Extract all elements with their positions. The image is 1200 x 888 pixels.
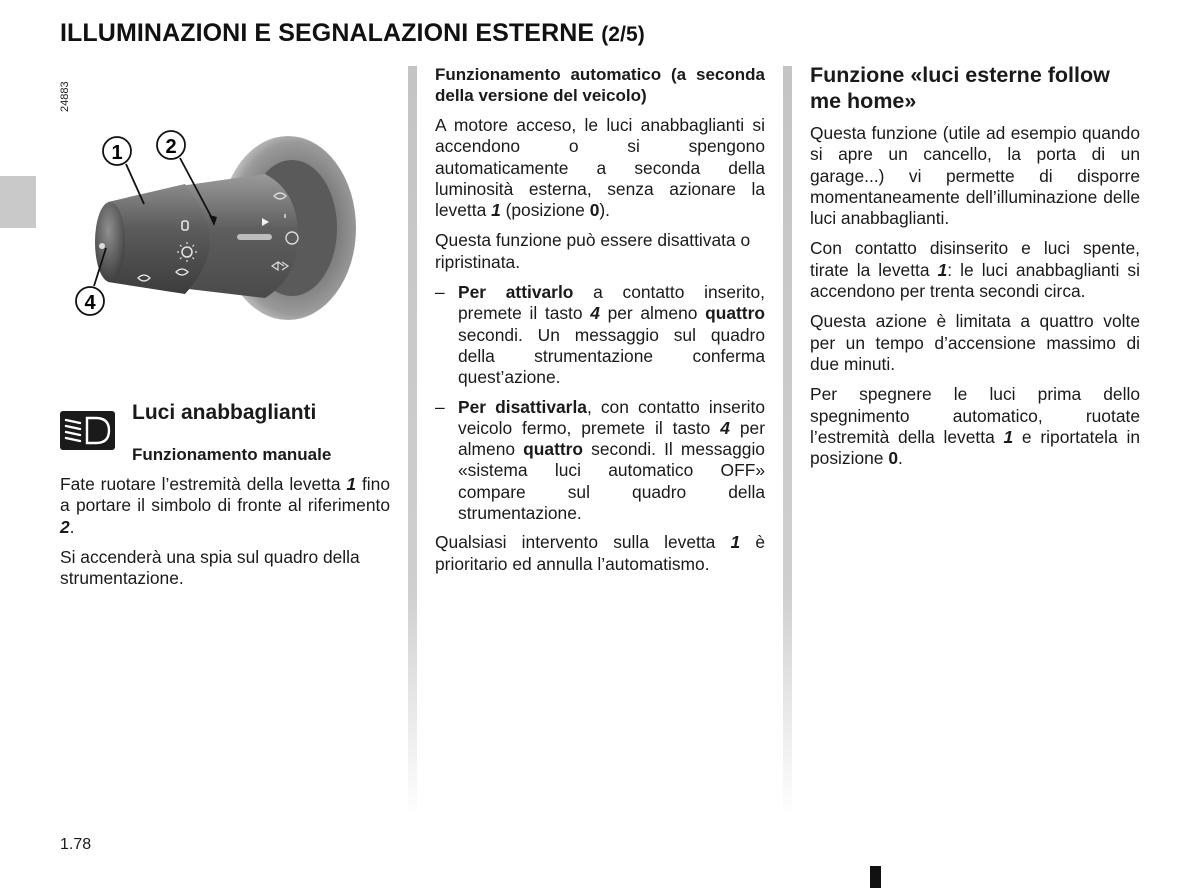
figure-code: 24883 [59, 81, 71, 112]
callout-4 [76, 287, 104, 315]
paragraph-auto-1: A motore acceso, le luci anabbaglianti si accendono o si spengono automaticamente a seconda della luminosità esterna, senza azionare la levetta 1 (posizione 0). [435, 115, 765, 221]
column-divider-right [783, 66, 792, 816]
svg-text:1: 1 [111, 142, 123, 164]
page-title-text: ILLUMINAZIONI E SEGNALAZIONI ESTERNE [60, 19, 595, 47]
low-beam-headlight-icon [60, 411, 115, 450]
page-title-suffix: (2/5) [601, 23, 645, 46]
middle-column-text [435, 64, 765, 584]
heading-automatic-operation: Funzionamento automatico (a seconda della versione del veicolo) [435, 65, 765, 105]
page-number: 1.78 [60, 836, 92, 853]
svg-text:2: 2 [165, 136, 177, 158]
paragraph-follow-1: Questa funzione (utile ad esempio quando si apre un cancello, la porta di un garage...) vi permette di disporre momentaneamente dell’illuminazione delle luci anabbaglianti. [810, 123, 1140, 229]
list-item-deactivate: – Per disattivarla, con contatto inserito veicolo fermo, premete il tasto 4 per almeno quattro secondi. Il messaggio «sistema luci automatico OFF» compare sul quadro della strumentazione. [435, 396, 765, 524]
paragraph-manual-1: Fate ruotare l’estremità della levetta 1 fino a portare il simbolo di fronte al riferimento 2. [60, 474, 390, 537]
column-divider-left [408, 66, 417, 816]
paragraph-auto-2: Questa funzione può essere disattivata o ripristinata. [435, 230, 751, 272]
paragraph-follow-4: Per spegnere le luci prima dello spegnimento automatico, ruotate l’estremità della levetta 1 e riportatela in posizione 0. [810, 384, 1140, 469]
page-title [60, 19, 645, 48]
callout-2 [157, 131, 185, 159]
light-switch-illustration [60, 66, 390, 376]
left-column-text [60, 474, 390, 598]
svg-text:4: 4 [84, 292, 96, 314]
heading-follow-me-home: Funzione «luci esterne follow me home» [810, 63, 1110, 113]
paragraph-follow-3: Questa azione è limitata a quattro volte per un tempo d’accensione massimo di due minuti. [810, 311, 1140, 374]
paragraph-auto-3: Qualsiasi intervento sulla levetta 1 è prioritario ed annulla l’automatismo. [435, 532, 765, 574]
paragraph-manual-2: Si accenderà una spia sul quadro della strumentazione. [60, 546, 360, 589]
callout-1 [103, 137, 131, 165]
list-item-activate: – Per attivarlo a contatto inserito, premete il tasto 4 per almeno quattro secondi. Un messaggio sul quadro della strumentazione conferma quest’azione. [435, 282, 765, 388]
right-column-text [810, 62, 1140, 478]
section-title-low-beam: Luci anabbaglianti [132, 401, 317, 424]
section-tab-marker [0, 176, 36, 228]
subsection-manual-operation: Funzionamento manuale [132, 445, 332, 464]
page-edge-marker [870, 866, 881, 888]
paragraph-follow-2: Con contatto disinserito e luci spente, tirate la levetta 1: le luci anabbaglianti si accendono per trenta secondi circa. [810, 238, 1140, 302]
